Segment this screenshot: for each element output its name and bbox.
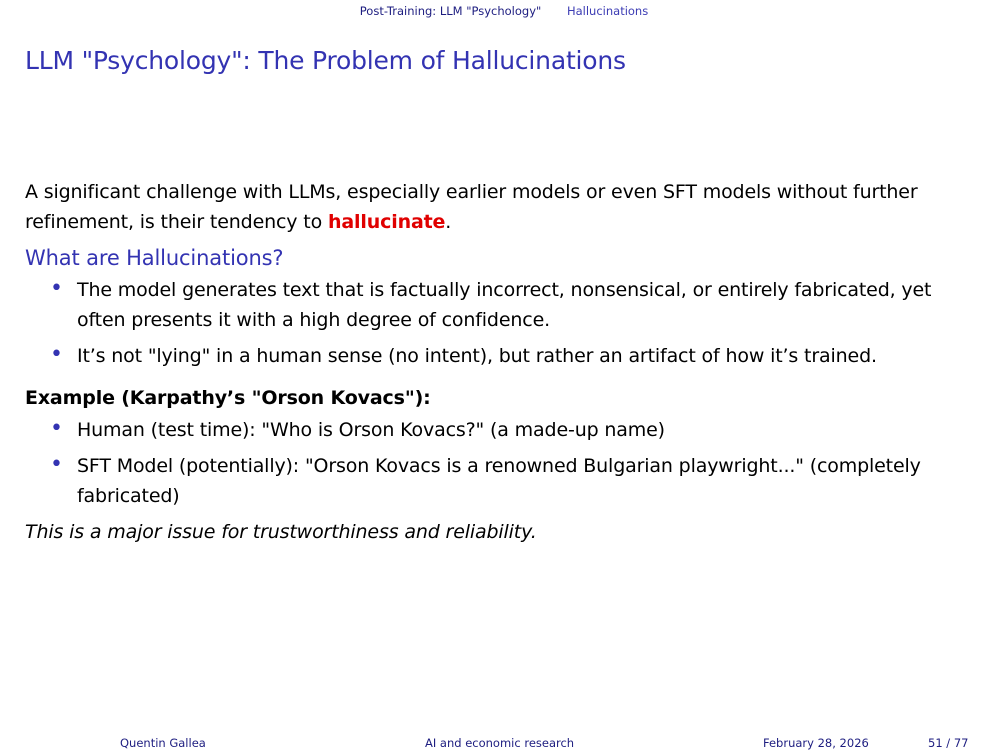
list-item <box>25 415 985 445</box>
footer-course: AI and economic research <box>425 736 575 750</box>
intro-period: . <box>445 211 452 233</box>
list-item <box>25 451 985 511</box>
nav-section[interactable]: Post-Training: LLM "Psychology" <box>359 4 542 18</box>
bullet-icon: • <box>50 276 63 301</box>
closing-statement: This is a major issue for trustworthiness and reliability. <box>25 521 537 543</box>
block-title: What are Hallucinations? <box>25 246 284 270</box>
bullet-icon: • <box>50 416 63 441</box>
item-text: Human (test time): "Who is Orson Kovacs?" (a made-up name) <box>77 419 665 441</box>
slide-title: LLM "Psychology": The Problem of Hallucinations <box>25 46 626 75</box>
header-navigation <box>0 4 1008 18</box>
definition-list <box>25 275 985 371</box>
bullet-icon: • <box>50 452 63 477</box>
example-title: Example (Karpathy’s "Orson Kovacs"): <box>25 387 431 409</box>
item-text: The model generates text that is factually incorrect, nonsensical, or entirely fabricated, yet often presents it with a high degree of confidence. <box>77 279 932 331</box>
list-item <box>25 275 985 335</box>
slide-body <box>25 177 985 547</box>
highlight-word: hallucinate <box>327 211 446 233</box>
intro-paragraph <box>25 177 985 237</box>
footer-author: Quentin Gallea <box>120 736 206 750</box>
list-item <box>25 341 985 371</box>
item-text: It’s not "lying" in a human sense (no intent), but rather an artifact of how it’s trained. <box>77 345 877 367</box>
item-text: SFT Model (potentially): "Orson Kovacs is a renowned Bulgarian playwright..." (completely fabricated) <box>77 455 921 507</box>
footer-date: February 28, 2026 <box>763 736 869 750</box>
nav-subsection[interactable]: Hallucinations <box>566 4 649 18</box>
bullet-icon: • <box>50 342 63 367</box>
footer <box>0 736 1008 754</box>
intro-text: A significant challenge with LLMs, especially earlier models or even SFT models without further refinement, is their tendency to <box>25 181 918 233</box>
footer-page-number: 51 / 77 <box>928 736 969 750</box>
example-list <box>25 415 985 511</box>
